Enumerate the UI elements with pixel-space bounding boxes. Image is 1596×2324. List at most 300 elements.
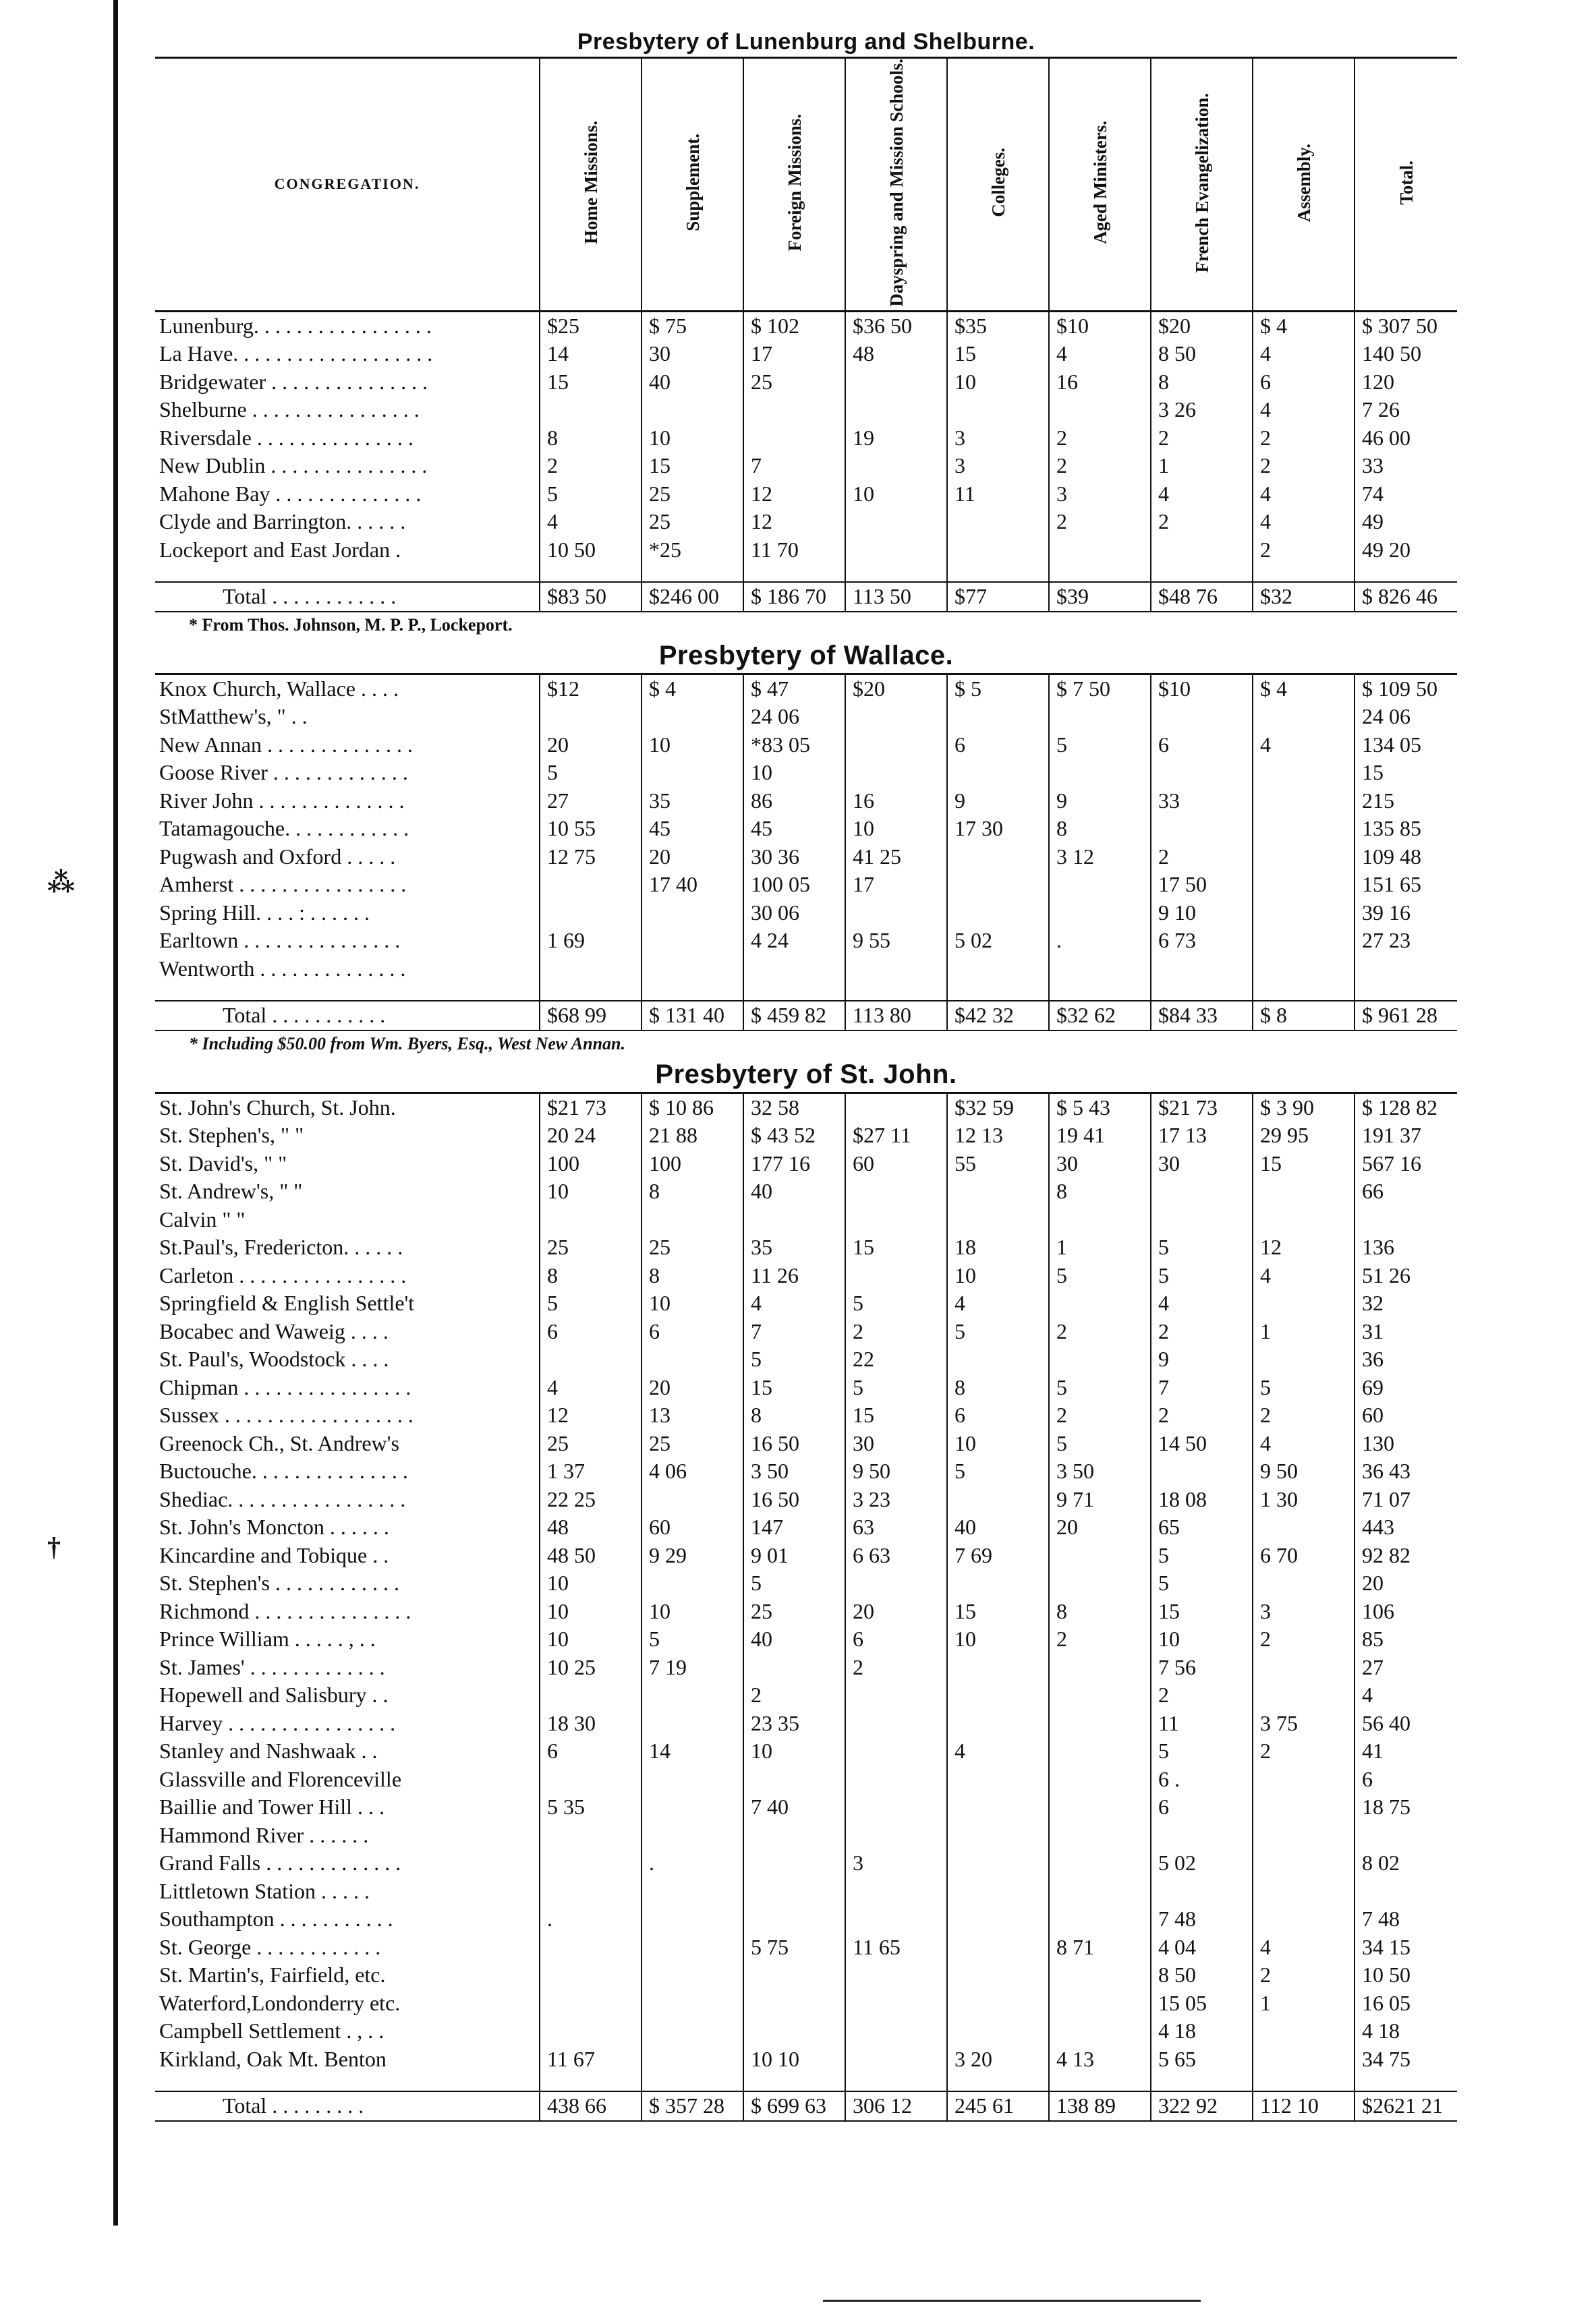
total-cell: 306 12 — [845, 2091, 947, 2121]
amount-cell — [743, 396, 845, 424]
amount-cell — [1151, 1822, 1253, 1850]
column-header-label: Home Missions. — [580, 121, 601, 245]
amount-cell — [1049, 2017, 1151, 2045]
column-header — [1253, 58, 1355, 312]
amount-cell: 12 — [743, 508, 845, 536]
table-row — [155, 2017, 1457, 2045]
amount-cell: 35 — [743, 1233, 845, 1262]
amount-cell: 2 — [1151, 508, 1253, 536]
amount-cell: *83 05 — [743, 731, 845, 759]
congregation-name: St. Stephen's, " " — [159, 1123, 304, 1148]
amount-cell: 4 18 — [1355, 2017, 1457, 2045]
table-row — [155, 1345, 1457, 1374]
total-row — [155, 1001, 1457, 1030]
table-row — [155, 2045, 1457, 2074]
amount-cell: 4 13 — [1049, 2045, 1151, 2074]
amount-cell: 2 — [845, 1654, 947, 1682]
amount-cell — [1049, 1654, 1151, 1682]
amount-cell: 11 67 — [540, 2045, 642, 2074]
amount-cell: 10 — [947, 1430, 1049, 1458]
amount-cell: 135 85 — [1355, 815, 1457, 843]
column-header-label: Aged Ministers. — [1089, 121, 1110, 245]
congregation-name: Wentworth . . . . . . . . . . . . . . — [159, 956, 406, 981]
amount-cell: 16 05 — [1355, 1989, 1457, 2018]
amount-cell: 66 — [1355, 1178, 1457, 1206]
amount-cell: 15 — [1355, 759, 1457, 787]
amount-cell: 1 30 — [1253, 1486, 1355, 1514]
amount-cell — [947, 1961, 1049, 1989]
amount-cell: 134 05 — [1355, 731, 1457, 759]
amount-cell: 15 — [743, 1374, 845, 1402]
amount-cell: 8 — [642, 1178, 743, 1206]
congregation-name: Amherst . . . . . . . . . . . . . . . . — [159, 872, 407, 897]
amount-cell: 4 04 — [1151, 1934, 1253, 1962]
amount-cell: $20 — [845, 674, 947, 703]
amount-cell — [1049, 899, 1151, 927]
amount-cell: 15 — [845, 1401, 947, 1430]
amount-cell — [642, 1569, 743, 1598]
amount-cell — [947, 1681, 1049, 1710]
amount-cell — [1253, 1206, 1355, 1234]
amount-cell — [947, 1766, 1049, 1794]
amount-cell — [1049, 1737, 1151, 1766]
amount-cell: 3 50 — [1049, 1457, 1151, 1486]
amount-cell: $ 7 50 — [1049, 674, 1151, 703]
amount-cell: 1 69 — [540, 927, 642, 955]
amount-cell: $10 — [1049, 311, 1151, 340]
amount-cell: 13 — [642, 1401, 743, 1430]
table-row — [155, 1654, 1457, 1682]
amount-cell: 25 — [642, 508, 743, 536]
table-row — [155, 1822, 1457, 1850]
amount-cell: 5 — [1151, 1569, 1253, 1598]
amount-cell: 4 — [743, 1289, 845, 1318]
amount-cell: 9 — [1151, 1345, 1253, 1374]
amount-cell — [947, 508, 1049, 536]
amount-cell: 1 — [1049, 1233, 1151, 1262]
table-row — [155, 871, 1457, 899]
amount-cell: 11 26 — [743, 1262, 845, 1290]
amount-cell: 2 — [1151, 1401, 1253, 1430]
amount-cell — [540, 955, 642, 983]
congregation-name: St. James' . . . . . . . . . . . . . — [159, 1654, 385, 1679]
table-row — [155, 1430, 1457, 1458]
amount-cell: 5 — [1049, 731, 1151, 759]
amount-cell: 10 — [540, 1569, 642, 1598]
total-cell: $ 459 82 — [743, 1001, 845, 1030]
amount-cell: 34 75 — [1355, 2045, 1457, 2074]
amount-cell — [1049, 1206, 1151, 1234]
amount-cell: 3 23 — [845, 1486, 947, 1514]
amount-cell: 4 — [540, 508, 642, 536]
total-cell: 112 10 — [1253, 2091, 1355, 2121]
amount-cell: 25 — [642, 480, 743, 509]
amount-cell: 5 02 — [947, 927, 1049, 955]
amount-cell — [642, 1793, 743, 1822]
amount-cell — [642, 1934, 743, 1962]
amount-cell: $ 10 86 — [642, 1093, 743, 1122]
table-row — [155, 1401, 1457, 1430]
amount-cell: 6 — [1151, 1793, 1253, 1822]
congregation-name: Tatamagouche. . . . . . . . . . . . — [159, 816, 409, 841]
amount-cell — [642, 1206, 743, 1234]
amount-cell: 17 — [743, 340, 845, 368]
amount-cell — [1049, 536, 1151, 564]
amount-cell: 6 . — [1151, 1766, 1253, 1794]
amount-cell — [947, 843, 1049, 871]
amount-cell — [642, 1905, 743, 1934]
section-title: Presbytery of Lunenburg and Shelburne. — [577, 29, 1035, 55]
table-row — [155, 396, 1457, 424]
amount-cell: 33 — [1151, 787, 1253, 815]
total-cell: $42 32 — [947, 1001, 1049, 1030]
amount-cell: . — [1049, 927, 1151, 955]
amount-cell — [845, 1793, 947, 1822]
margin-mark: ⁂ — [47, 867, 75, 898]
amount-cell: 19 41 — [1049, 1122, 1151, 1150]
amount-cell: 12 — [1253, 1233, 1355, 1262]
amount-cell: 20 — [1355, 1569, 1457, 1598]
amount-cell: 22 — [845, 1345, 947, 1374]
amount-cell: 8 71 — [1049, 1934, 1151, 1962]
amount-cell: 18 30 — [540, 1710, 642, 1738]
amount-cell: $35 — [947, 311, 1049, 340]
amount-cell — [845, 536, 947, 564]
amount-cell: 4 06 — [642, 1457, 743, 1486]
amount-cell: 6 — [540, 1318, 642, 1346]
amount-cell — [845, 1961, 947, 1989]
amount-cell — [947, 1822, 1049, 1850]
report-page — [155, 27, 1457, 2122]
amount-cell: 4 — [947, 1737, 1049, 1766]
amount-cell — [1049, 1793, 1151, 1822]
amount-cell: 10 — [642, 424, 743, 453]
table-row — [155, 1093, 1457, 1122]
table-row — [155, 1878, 1457, 1906]
amount-cell: $ 3 90 — [1253, 1093, 1355, 1122]
amount-cell: $ 5 43 — [1049, 1093, 1151, 1122]
amount-cell: 147 — [743, 1513, 845, 1542]
amount-cell: 109 48 — [1355, 843, 1457, 871]
amount-cell: 4 24 — [743, 927, 845, 955]
amount-cell — [642, 1766, 743, 1794]
amount-cell: 25 — [642, 1233, 743, 1262]
amount-cell — [1253, 1289, 1355, 1318]
amount-cell — [743, 1905, 845, 1934]
amount-cell — [642, 1345, 743, 1374]
amount-cell: 4 — [1253, 480, 1355, 509]
amount-cell: $ 4 — [1253, 311, 1355, 340]
amount-cell: 9 50 — [1253, 1457, 1355, 1486]
amount-cell: 17 40 — [642, 871, 743, 899]
amount-cell — [1253, 1849, 1355, 1878]
table-row — [155, 536, 1457, 564]
column-header-label: Foreign Missions. — [784, 114, 805, 252]
amount-cell — [642, 2017, 743, 2045]
congregation-name: Glassville and Florenceville — [159, 1766, 402, 1791]
amount-cell: 2 — [1049, 452, 1151, 480]
amount-cell — [947, 1206, 1049, 1234]
total-cell: $68 99 — [540, 1001, 642, 1030]
amount-cell: 8 — [540, 1262, 642, 1290]
amount-cell — [947, 1793, 1049, 1822]
amount-cell: 3 — [947, 424, 1049, 453]
column-header-label: Supplement. — [682, 134, 703, 232]
amount-cell: 17 30 — [947, 815, 1049, 843]
amount-cell: 10 50 — [1355, 1961, 1457, 1989]
amount-cell: 100 05 — [743, 871, 845, 899]
amount-cell: 86 — [743, 787, 845, 815]
amount-cell: 3 75 — [1253, 1710, 1355, 1738]
amount-cell: 9 01 — [743, 1542, 845, 1570]
amount-cell — [1049, 1989, 1151, 2018]
amount-cell — [642, 1822, 743, 1850]
amount-cell: 36 43 — [1355, 1457, 1457, 1486]
amount-cell: 19 — [845, 424, 947, 453]
column-header — [540, 58, 642, 312]
congregation-name: Baillie and Tower Hill . . . — [159, 1795, 384, 1820]
congregation-name: St.Paul's, Fredericton. . . . . . — [159, 1235, 403, 1260]
table-row — [155, 1793, 1457, 1822]
amount-cell — [845, 1766, 947, 1794]
amount-cell: 8 50 — [1151, 1961, 1253, 1989]
amount-cell: 10 — [540, 1178, 642, 1206]
amount-cell: 4 — [1253, 1430, 1355, 1458]
congregation-name: Hammond River . . . . . . — [159, 1822, 369, 1847]
amount-cell — [1253, 871, 1355, 899]
amount-cell — [1049, 1542, 1151, 1570]
total-cell: 113 80 — [845, 1001, 947, 1030]
amount-cell: 1 37 — [540, 1457, 642, 1486]
amount-cell: 9 — [1049, 787, 1151, 815]
amount-cell: 10 — [947, 1625, 1049, 1654]
amount-cell: 10 — [642, 1598, 743, 1626]
amount-cell — [845, 1905, 947, 1934]
amount-cell — [845, 1822, 947, 1850]
amount-cell: 10 10 — [743, 2045, 845, 2074]
amount-cell — [1253, 1178, 1355, 1206]
amount-cell: 60 — [642, 1513, 743, 1542]
table-row — [155, 1178, 1457, 1206]
table-row — [155, 1513, 1457, 1542]
amount-cell — [845, 2045, 947, 2074]
congregation-name: Shelburne . . . . . . . . . . . . . . . . — [159, 397, 420, 422]
amount-cell: 5 — [540, 759, 642, 787]
amount-cell: 3 — [1253, 1598, 1355, 1626]
amount-cell: 15 — [1151, 1598, 1253, 1626]
total-cell: $ 8 — [1253, 1001, 1355, 1030]
amount-cell: 32 58 — [743, 1093, 845, 1122]
amount-cell — [743, 955, 845, 983]
amount-cell: 2 — [1049, 1625, 1151, 1654]
congregation-name: St. Andrew's, " " — [159, 1179, 303, 1204]
amount-cell — [540, 871, 642, 899]
table-row — [155, 731, 1457, 759]
amount-cell — [642, 1710, 743, 1738]
amount-cell: 7 56 — [1151, 1654, 1253, 1682]
amount-cell: 2 — [1049, 424, 1151, 453]
amount-cell — [1049, 1681, 1151, 1710]
amount-cell: 6 — [1253, 368, 1355, 397]
amount-cell: 7 — [743, 452, 845, 480]
amount-cell — [1049, 1289, 1151, 1318]
amount-cell — [947, 1569, 1049, 1598]
amount-cell: 2 — [1253, 424, 1355, 453]
amount-cell: 20 — [642, 1374, 743, 1402]
amount-cell: 8 50 — [1151, 340, 1253, 368]
amount-cell — [845, 368, 947, 397]
congregation-name: Buctouche. . . . . . . . . . . . . . . — [159, 1459, 408, 1484]
amount-cell — [540, 1849, 642, 1878]
total-cell: 113 50 — [845, 582, 947, 612]
amount-cell — [642, 1961, 743, 1989]
congregation-name: Chipman . . . . . . . . . . . . . . . . — [159, 1374, 411, 1399]
amount-cell: 25 — [540, 1430, 642, 1458]
amount-cell: 10 — [947, 368, 1049, 397]
spacer-row — [155, 564, 1457, 582]
amount-cell: 17 13 — [1151, 1122, 1253, 1150]
amount-cell: $ 47 — [743, 674, 845, 703]
amount-cell: 27 23 — [1355, 927, 1457, 955]
congregation-name: La Have. . . . . . . . . . . . . . . . . . . — [159, 341, 433, 366]
amount-cell — [1049, 1345, 1151, 1374]
amount-cell: 11 — [1151, 1710, 1253, 1738]
table-row — [155, 311, 1457, 340]
column-header — [642, 58, 743, 312]
amount-cell: 11 65 — [845, 1934, 947, 1962]
amount-cell: 12 75 — [540, 843, 642, 871]
amount-cell: 4 — [1253, 1934, 1355, 1962]
amount-cell: 136 — [1355, 1233, 1457, 1262]
amount-cell: $ 4 — [1253, 674, 1355, 703]
amount-cell: 20 — [1049, 1513, 1151, 1542]
amount-cell: 4 — [1253, 508, 1355, 536]
amount-cell — [1253, 759, 1355, 787]
amount-cell: 32 — [1355, 1289, 1457, 1318]
amount-cell: 10 50 — [540, 536, 642, 564]
total-cell: $32 62 — [1049, 1001, 1151, 1030]
amount-cell — [947, 871, 1049, 899]
amount-cell: 15 — [1253, 1150, 1355, 1178]
amount-cell: 2 — [1151, 843, 1253, 871]
amount-cell: 8 — [743, 1401, 845, 1430]
amount-cell — [540, 1345, 642, 1374]
amount-cell — [845, 955, 947, 983]
amount-cell: 33 — [1355, 452, 1457, 480]
total-cell: $83 50 — [540, 582, 642, 612]
amount-cell: 12 — [540, 1401, 642, 1430]
amount-cell: 15 — [642, 452, 743, 480]
table-row — [155, 1262, 1457, 1290]
amount-cell — [845, 899, 947, 927]
table-row — [155, 815, 1457, 843]
congregation-name: Calvin " " — [159, 1207, 246, 1231]
table-row — [155, 1849, 1457, 1878]
amount-cell: $10 — [1151, 674, 1253, 703]
congregation-name: St. Paul's, Woodstock . . . . — [159, 1347, 389, 1372]
amount-cell: 8 — [947, 1374, 1049, 1402]
amount-cell: $ 128 82 — [1355, 1093, 1457, 1122]
amount-cell: 5 — [1049, 1262, 1151, 1290]
amount-cell — [1253, 1654, 1355, 1682]
total-cell: $48 76 — [1151, 582, 1253, 612]
amount-cell: 35 — [642, 787, 743, 815]
amount-cell: 3 20 — [947, 2045, 1049, 2074]
amount-cell: 20 24 — [540, 1122, 642, 1150]
amount-cell: 7 48 — [1355, 1905, 1457, 1934]
amount-cell — [1355, 955, 1457, 983]
table-row — [155, 1569, 1457, 1598]
amount-cell: 5 65 — [1151, 2045, 1253, 2074]
total-cell: $32 — [1253, 582, 1355, 612]
amount-cell — [845, 1206, 947, 1234]
amount-cell: 27 — [1355, 1654, 1457, 1682]
amount-cell: 2 — [743, 1681, 845, 1710]
amount-cell: 5 — [947, 1318, 1049, 1346]
amount-cell — [947, 1905, 1049, 1934]
amount-cell: 2 — [1049, 508, 1151, 536]
total-cell: $2621 21 — [1355, 2091, 1457, 2121]
amount-cell — [1253, 703, 1355, 731]
total-cell: $ 131 40 — [642, 1001, 743, 1030]
amount-cell: 63 — [845, 1513, 947, 1542]
column-header — [1151, 58, 1253, 312]
table-row — [155, 368, 1457, 397]
amount-cell — [947, 1178, 1049, 1206]
amount-cell: 140 50 — [1355, 340, 1457, 368]
amount-cell — [947, 1989, 1049, 2018]
amount-cell: 5 — [743, 1569, 845, 1598]
amount-cell — [642, 1681, 743, 1710]
amount-cell: 24 06 — [1355, 703, 1457, 731]
amount-cell — [845, 731, 947, 759]
congregation-name: Prince William . . . . . , . . — [159, 1627, 376, 1652]
amount-cell — [845, 396, 947, 424]
amount-cell: 5 — [845, 1289, 947, 1318]
margin-mark: † — [47, 1532, 61, 1562]
column-header — [845, 58, 947, 312]
amount-cell: 5 — [1151, 1737, 1253, 1766]
amount-cell: 4 — [1253, 1262, 1355, 1290]
table-row — [155, 424, 1457, 453]
amount-cell: . — [642, 1849, 743, 1878]
amount-cell: 10 — [540, 1598, 642, 1626]
table-row — [155, 1625, 1457, 1654]
amount-cell: 5 — [540, 480, 642, 509]
table-row — [155, 1598, 1457, 1626]
congregation-name: Earltown . . . . . . . . . . . . . . . — [159, 928, 401, 953]
amount-cell: 10 25 — [540, 1654, 642, 1682]
amount-cell: 6 — [947, 731, 1049, 759]
amount-cell — [1049, 396, 1151, 424]
amount-cell: 5 — [540, 1289, 642, 1318]
amount-cell — [845, 1878, 947, 1906]
table-row — [155, 1486, 1457, 1514]
table-row — [155, 1289, 1457, 1318]
amount-cell — [642, 2045, 743, 2074]
amount-cell: 5 — [1253, 1374, 1355, 1402]
amount-cell: 5 — [845, 1374, 947, 1402]
table-row — [155, 1961, 1457, 1989]
footnote: * From Thos. Johnson, M. P. P., Lockeport. — [189, 614, 513, 635]
table-row — [155, 674, 1457, 703]
amount-cell — [1253, 1822, 1355, 1850]
amount-cell: 24 06 — [743, 703, 845, 731]
amount-cell — [1151, 759, 1253, 787]
congregation-name: Pugwash and Oxford . . . . . — [159, 844, 396, 869]
column-header — [743, 58, 845, 312]
page-margin-rule — [113, 0, 118, 2226]
